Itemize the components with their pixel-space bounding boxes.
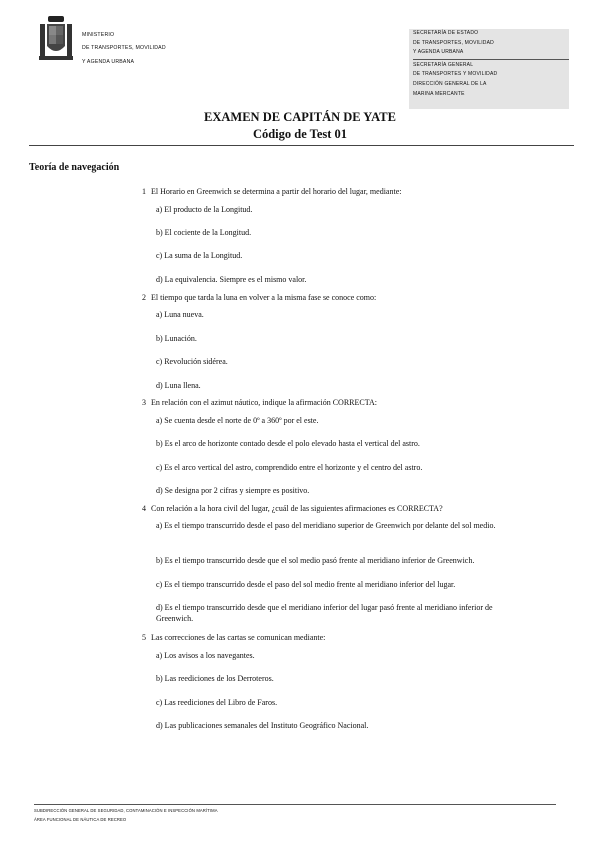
secretariat-line: Y AGENDA URBANA: [413, 49, 464, 56]
question-text: Con relación a la hora civil del lugar, ¿cuál de las siguientes afirmaciones es CORRECTA?: [151, 504, 443, 513]
option-5c[interactable]: c) Las reediciones del Libro de Faros.: [156, 698, 278, 707]
secretariat-line: DIRECCIÓN GENERAL DE LA: [413, 80, 487, 87]
question-number: 5: [142, 633, 146, 642]
section-title: Teoría de navegación: [29, 162, 120, 173]
option-1a[interactable]: a) El producto de la Longitud.: [156, 205, 253, 214]
question-1: [142, 187, 522, 196]
footer-line: ÁREA FUNCIONAL DE NÁUTICA DE RECREO: [34, 817, 127, 822]
ministry-line: Y AGENDA URBANA: [82, 58, 135, 65]
option-3b[interactable]: b) Es el arco de horizonte contado desde el polo elevado hasta el vertical del astro.: [156, 439, 420, 448]
question-number: 3: [142, 398, 146, 407]
option-5a[interactable]: a) Los avisos a los navegantes.: [156, 651, 255, 660]
question-text: En relación con el azimut náutico, indique la afirmación CORRECTA:: [151, 398, 377, 407]
ministry-header: [82, 29, 166, 69]
option-5b[interactable]: b) Las reediciones de los Derroteros.: [156, 674, 274, 683]
secretariat-box: [409, 29, 569, 109]
footer-divider: [34, 804, 556, 805]
secretariat-line: SECRETARÍA DE ESTADO: [413, 30, 479, 36]
question-text: El Horario en Greenwich se determina a partir del horario del lugar, mediante:: [151, 187, 402, 196]
option-3a[interactable]: a) Se cuenta desde el norte de 0º a 360º por el este.: [156, 416, 319, 425]
option-2a[interactable]: a) Luna nueva.: [156, 310, 204, 319]
question-text: El tiempo que tarda la luna en volver a la misma fase se conoce como:: [151, 293, 377, 302]
header-divider: [29, 145, 574, 146]
question-number: 4: [142, 504, 146, 513]
option-4a[interactable]: a) Es el tiempo transcurrido desde el paso del meridiano superior de Greenwich por delante del sol medio.: [156, 521, 496, 530]
option-4b[interactable]: b) Es el tiempo transcurrido desde que el sol medio pasó frente al meridiano inferior de Greenwich.: [156, 556, 475, 565]
option-2d[interactable]: d) Luna llena.: [156, 381, 201, 390]
secretariat-line: SECRETARÍA GENERAL: [413, 61, 474, 68]
option-3d[interactable]: d) Se designa por 2 cifras y siempre es positivo.: [156, 486, 310, 495]
question-2: [142, 293, 522, 302]
option-4c[interactable]: c) Es el tiempo transcurrido desde el paso del sol medio frente al meridiano inferior del lugar.: [156, 580, 456, 589]
ministry-line: MINISTERIO: [82, 32, 115, 38]
question-3: [142, 398, 522, 407]
option-2b[interactable]: b) Lunación.: [156, 334, 197, 343]
footer-line: SUBDIRECCIÓN GENERAL DE SEGURIDAD, CONTAMINACIÓN E INSPECCIÓN MARÍTIMA: [34, 808, 218, 813]
option-1c[interactable]: c) La suma de la Longitud.: [156, 251, 243, 260]
exam-title: EXAMEN DE CAPITÁN DE YATE: [204, 110, 396, 124]
secretariat-line: MARINA MERCANTE: [413, 90, 465, 97]
secretariat-line: DE TRANSPORTES, MOVILIDAD: [413, 39, 494, 46]
coat-of-arms-logo: [37, 14, 75, 64]
option-3c[interactable]: c) Es el arco vertical del astro, comprendido entre el horizonte y el centro del astro.: [156, 463, 423, 472]
question-number: 2: [142, 293, 146, 302]
option-2c[interactable]: c) Revolución sidérea.: [156, 357, 228, 366]
ministry-line: DE TRANSPORTES, MOVILIDAD: [82, 45, 166, 52]
secretariat-line: DE TRANSPORTES Y MOVILIDAD: [413, 71, 498, 78]
question-4: [142, 504, 522, 513]
secretariat-divider: [413, 59, 569, 60]
option-5d[interactable]: d) Las publicaciones semanales del Instituto Geográfico Nacional.: [156, 721, 369, 730]
exam-code: Código de Test 01: [252, 127, 348, 141]
option-1b[interactable]: b) El cociente de la Longitud.: [156, 228, 252, 237]
option-4d[interactable]: d) Es el tiempo transcurrido desde que el meridiano inferior del lugar pasó frente al meridiano inferior de Greenwich.: [156, 603, 493, 623]
question-number: 1: [142, 187, 146, 196]
question-text: Las correcciones de las cartas se comunican mediante:: [151, 633, 326, 642]
question-5: [142, 633, 522, 642]
option-1d[interactable]: d) La equivalencia. Siempre es el mismo valor.: [156, 275, 307, 284]
